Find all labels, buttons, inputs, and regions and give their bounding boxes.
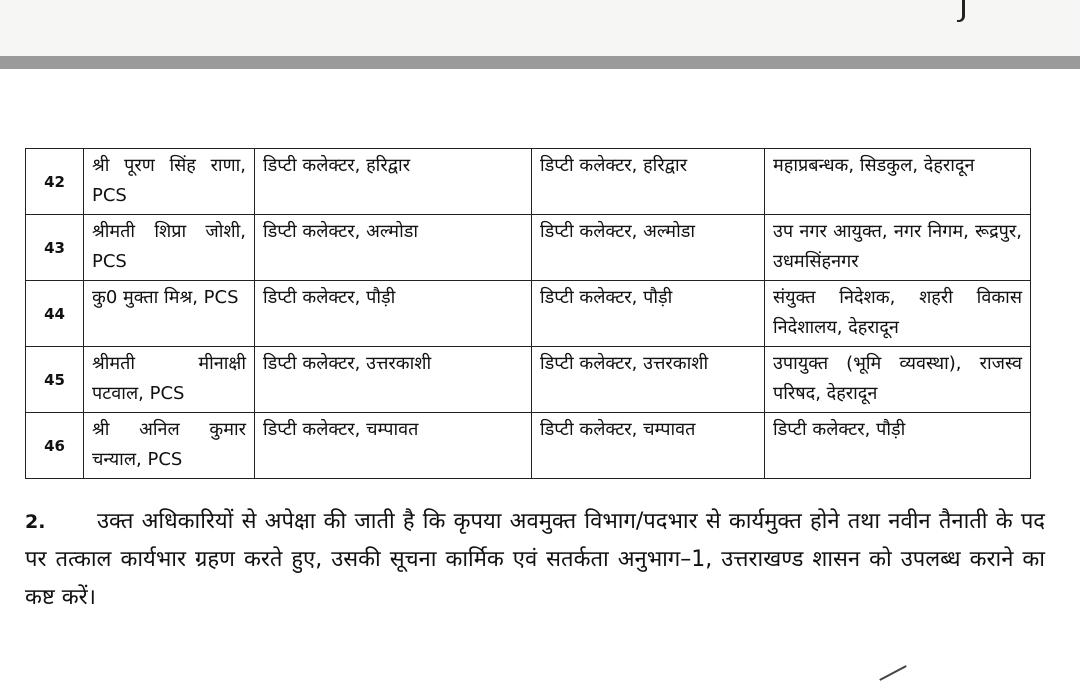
new-posting: संयुक्त निदेशक, शहरी विकास निदेशालय, देहरादून [765,281,1031,347]
paragraph-text: उक्त अधिकारियों से अपेक्षा की जाती है कि कृपया अवमुक्त विभाग/पदभार से कार्यमुक्त होने तथा नवीन तैनाती के पद पर तत्काल कार्यभार ग्रहण करते हुए, उसकी सूचना कार्मिक एवं सतर्कता अनुभाग–1, उत्तराखण्ड शासन को उपलब्ध कराने का कष्ट करें। [25,509,1045,610]
transfer-orders-table [25,148,1031,479]
officer-name: श्रीमती मीनाक्षी पटवाल, PCS [84,347,255,413]
officer-name: श्रीमती शिप्रा जोशी, PCS [84,215,255,281]
pen-mark [957,0,965,22]
page-top-margin [0,0,1080,56]
serial-number: 42 [26,149,84,215]
new-posting: उप नगर आयुक्त, नगर निगम, रूद्रपुर, उधमसिंहनगर [765,215,1031,281]
instruction-paragraph [25,503,1045,617]
released-post: डिप्टी कलेक्टर, पौड़ी [532,281,765,347]
new-posting: डिप्टी कलेक्टर, पौड़ी [765,413,1031,479]
serial-number: 44 [26,281,84,347]
table-row [26,347,1031,413]
officer-name: श्री अनिल कुमार चन्याल, PCS [84,413,255,479]
current-post: डिप्टी कलेक्टर, पौड़ी [255,281,532,347]
table-row [26,413,1031,479]
page-divider-bar [0,56,1080,69]
new-posting: उपायुक्त (भूमि व्यवस्था), राजस्व परिषद, देहरादून [765,347,1031,413]
released-post: डिप्टी कलेक्टर, उत्तरकाशी [532,347,765,413]
table-row [26,215,1031,281]
serial-number: 43 [26,215,84,281]
serial-number: 45 [26,347,84,413]
released-post: डिप्टी कलेक्टर, हरिद्वार [532,149,765,215]
new-posting: महाप्रबन्धक, सिडकुल, देहरादून [765,149,1031,215]
officer-name: श्री पूरण सिंह राणा, PCS [84,149,255,215]
released-post: डिप्टी कलेक्टर, चम्पावत [532,413,765,479]
table-row [26,149,1031,215]
current-post: डिप्टी कलेक्टर, अल्मोडा [255,215,532,281]
released-post: डिप्टी कलेक्टर, अल्मोडा [532,215,765,281]
current-post: डिप्टी कलेक्टर, चम्पावत [255,413,532,479]
serial-number: 46 [26,413,84,479]
table-row [26,281,1031,347]
officer-name: कु0 मुक्ता मिश्र, PCS [84,281,255,347]
pen-stroke-mark [879,665,906,681]
paragraph-number: 2. [25,511,46,533]
current-post: डिप्टी कलेक्टर, हरिद्वार [255,149,532,215]
current-post: डिप्टी कलेक्टर, उत्तरकाशी [255,347,532,413]
